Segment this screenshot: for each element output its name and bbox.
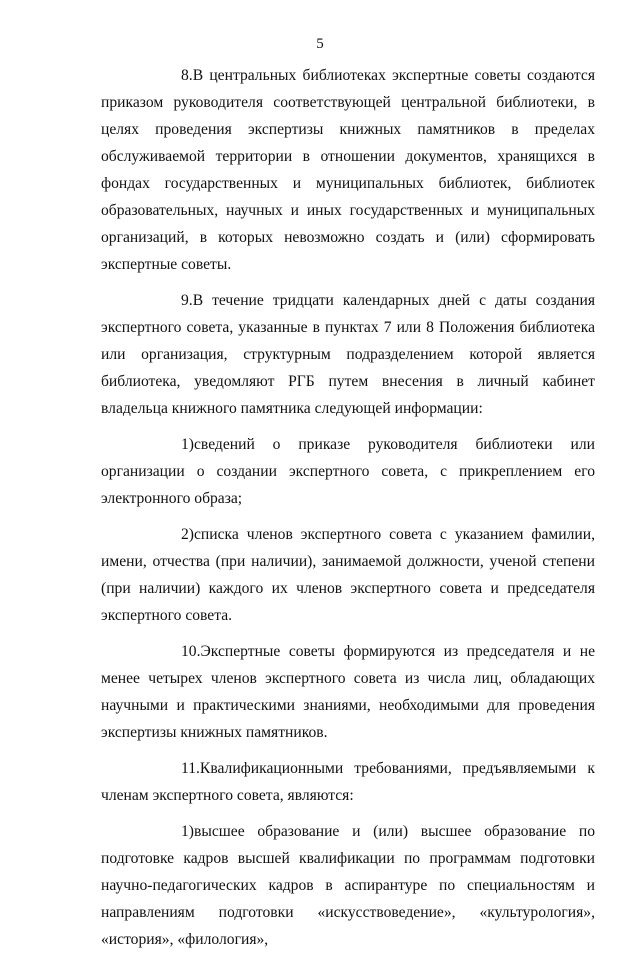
subitem-11-1 <box>101 818 595 953</box>
paragraph-number: 10. <box>181 643 201 660</box>
paragraph-text: Квалификационными требованиями, предъявляемыми к членам экспертного совета, являются: <box>101 760 595 804</box>
paragraph-number: 9. <box>181 292 193 309</box>
subitem-9-2 <box>101 521 595 629</box>
subitem-number: 2) <box>181 526 194 543</box>
paragraph-10 <box>101 638 595 746</box>
paragraph-number: 11. <box>181 760 200 777</box>
paragraph-11 <box>101 755 595 809</box>
paragraph-text: В течение тридцати календарных дней с даты создания экспертного совета, указанные в пунктах 7 или 8 Положения библиотека или организация, структурным подразделением которой является библиотека, уведомляют РГБ путем внесения в личный кабинет владельца книжного памятника следующей информации: <box>101 292 595 417</box>
document-body <box>101 62 595 962</box>
subitem-text: списка членов экспертного совета с указанием фамилии, имени, отчества (при наличии), занимаемой должности, ученой степени (при наличии) каждого их членов экспертного совета и председателя экспертного совета. <box>101 526 595 624</box>
subitem-number: 1) <box>181 436 194 453</box>
paragraph-number: 8. <box>181 67 193 84</box>
paragraph-9 <box>101 287 595 422</box>
subitem-text: высшее образование и (или) высшее образование по подготовке кадров высшей квалификации по программам подготовки научно-педагогических кадров в аспирантуре по специальностям и направлениям подготовки «искусствоведение», «культурология», «история», «филология», <box>101 823 595 948</box>
paragraph-text: В центральных библиотеках экспертные советы создаются приказом руководителя соответствующей центральной библиотеки, в целях проведения экспертизы книжных памятников в пределах обслуживаемой территории в отношении документов, хранящихся в фондах государственных и муниципальных библиотек, библиотек образовательных, научных и иных государственных и муниципальных организаций, в которых невозможно создать и (или) сформировать экспертные советы. <box>101 67 595 273</box>
subitem-number: 1) <box>181 823 194 840</box>
subitem-text: сведений о приказе руководителя библиотеки или организации о создании экспертного совета, с прикреплением его электронного образа; <box>101 436 595 507</box>
paragraph-text: Экспертные советы формируются из председателя и не менее четырех членов экспертного совета из числа лиц, обладающих научными и практическими знаниями, необходимыми для проведения экспертизы книжных памятников. <box>101 643 595 741</box>
paragraph-8 <box>101 62 595 278</box>
page-number: 5 <box>316 36 324 52</box>
subitem-9-1 <box>101 431 595 512</box>
